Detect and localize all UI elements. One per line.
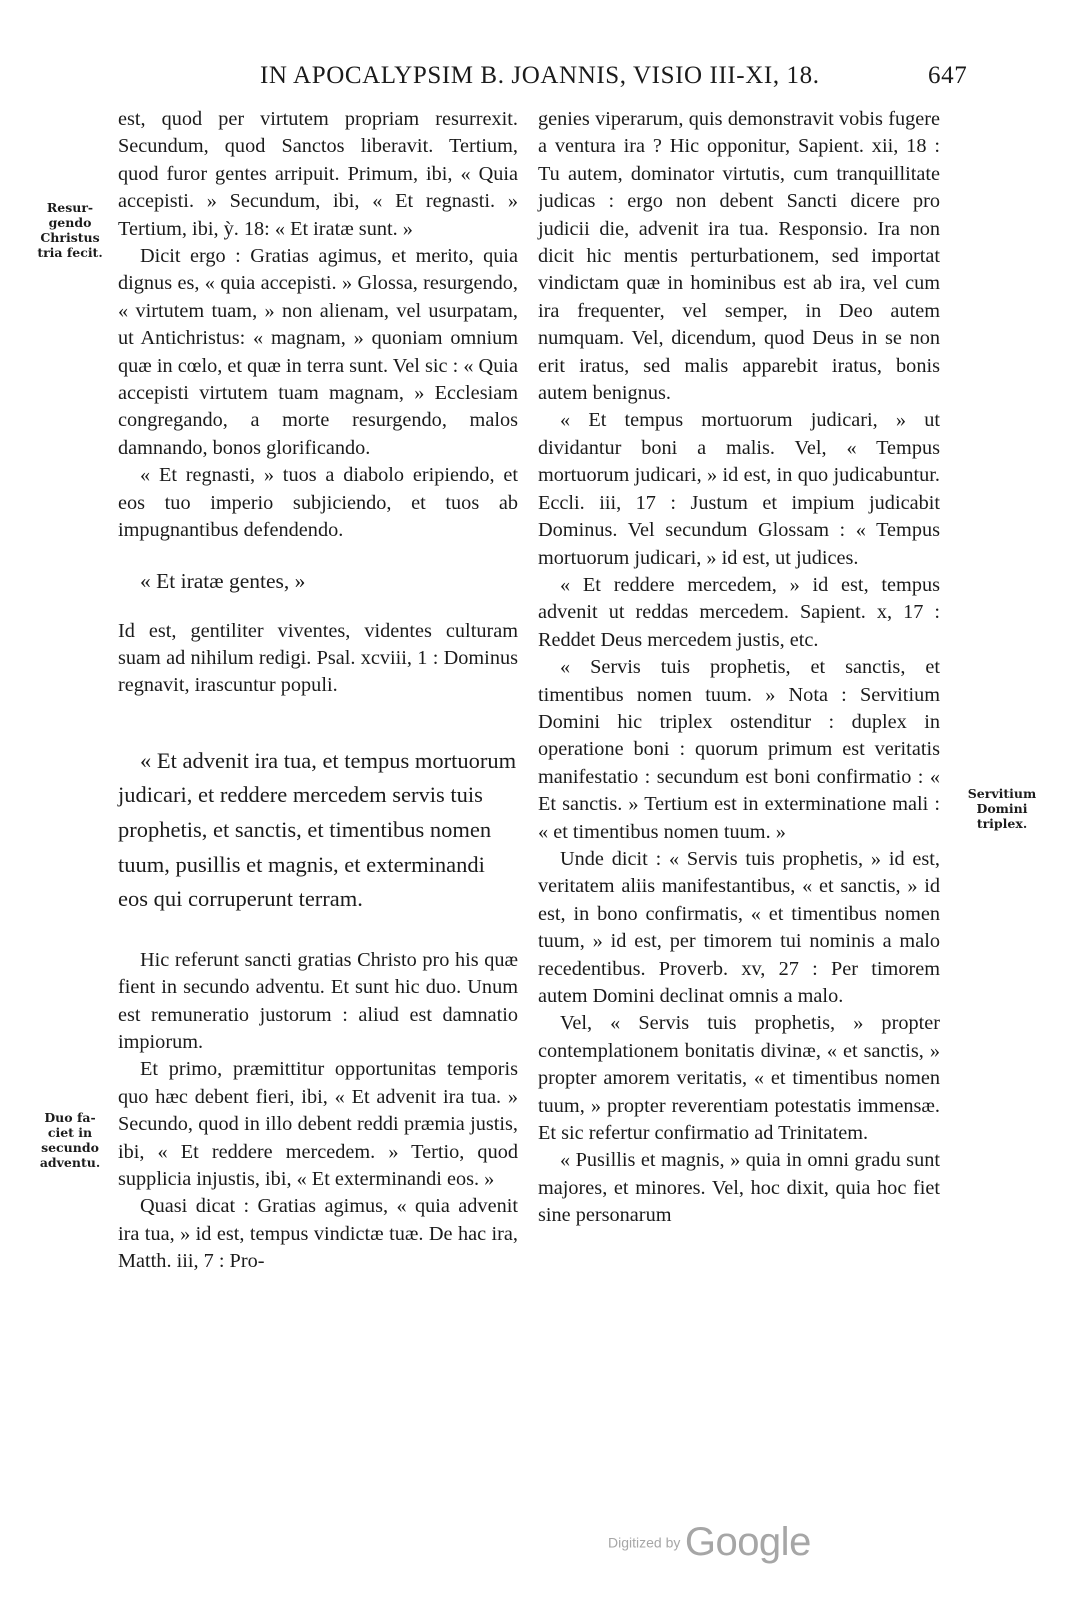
left-paragraph-4: Id est, gentiliter viventes, videntes culturam suam ad nihilum redigi. Psal. xcviii, 1 : Dominus regnavit, irascuntur populi. — [118, 619, 518, 697]
lemma-iratae-gentes: « Et iratæ gentes, » — [140, 568, 306, 593]
running-title: IN APOCALYPSIM B. JOANNIS, VISIO III-XI, 18. — [260, 62, 820, 89]
right-column — [538, 106, 940, 1230]
digitized-watermark — [608, 1520, 811, 1565]
left-paragraph-2: Dicit ergo : Gratias agimus, et merito, quia dignus es, « quia accepisti. » Glossa, resurgendo, « virtutem tuam, » non alienam, vel usurpatam, ut Antichristus: « magnam, » quoniam omnium quæ in cœlo, et quæ in terra sunt. Vel sic : « Quia accepisti virtutem tuam magnam, » Ecclesiam congregando, a morte resurgendo, malos damnando, bonos glorificando. — [118, 245, 518, 459]
margin-note-resurgendo: Resur- gendo Christus tria fecit. — [37, 200, 103, 260]
right-paragraph-1: genies viperarum, quis demonstravit vobis fugere a ventura ira ? Hic opponitur, Sapient. xii, 18 : Tu autem, dominator virtutis, cum tranquillitate judicas : ergo non debent Sancti dicere pro judicii die, advenit ira tua. Responsio. Ira non dicit hic mentis perturbationem, sed importat vindictam quæ in hominibus est ab ira, vel cum ira frequenter, vel semper, in Deo autem numquam. Vel, dicendum, quod Deus in se non erit iratus, sed malis apparebit iratus, bonis autem benignus. — [538, 108, 940, 405]
right-paragraph-4: « Servis tuis prophetis, et sanctis, et timentibus nomen tuum. » Nota : Servitium Domini hic triplex ostenditur : duplex in operatione boni : quorum primum est veritatis manifestatio : secundum est boni confirmatio : « Et sanctis. » Tertium est in exterminatione mali : « et timentibus nomen tuum. » — [538, 656, 940, 843]
page-number: 647 — [928, 62, 968, 89]
digitized-by-label: Digitized by — [608, 1534, 681, 1551]
right-paragraph-3: « Et reddere mercedem, » id est, tempus advenit ut reddas mercedem. Sapient. x, 17 : Reddet Deus mercedem justis, etc. — [538, 573, 940, 651]
left-paragraph-3: « Et regnasti, » tuos a diabolo eripiendo, et eos tuo imperio subjiciendo, et tuos ab impugnantibus defendendo. — [118, 464, 518, 542]
left-paragraph-1: est, quod per virtutem propriam resurrexit. Secundum, quod Sanctos liberavit. Tertium, quod furor gentes arripuit. Primum, ibi, « Quia accepisti. » Secundum, ibi, « Et regnasti. » Tertium, ibi, ỳ. 18: « Et iratæ sunt. » — [118, 108, 518, 240]
right-paragraph-6: Vel, « Servis tuis prophetis, » propter contemplationem bonitatis divinæ, « et sanctis, » propter amorem veritatis, « et timentibus nomen tuum, » propter reverentiam potestatis immensæ. Et sic refertur confirmatio ad Trinitatem. — [538, 1012, 940, 1145]
lemma-et-advenit: « Et advenit ira tua, et tempus mortuorum judicari, et reddere mercedem servis tuis prophetis, et sanctis, et timentibus nomen tuum, pusillis et magnis, et exterminandi eos qui corruperunt terram. — [118, 747, 517, 912]
margin-note-servitium: Servitium Domini triplex. — [967, 786, 1037, 831]
left-column — [118, 106, 518, 1276]
google-logo: Google — [684, 1520, 811, 1564]
left-paragraph-6: Et primo, præmittitur opportunitas temporis quo hæc debent fieri, ibi, « Et advenit ira tua. » Secundo, quod in illo debent reddi præmia justis, ibi, « Et reddere mercedem. » Tertio, quod supplicia injustis, ibi, « Et exterminandi eos. » — [118, 1058, 518, 1190]
margin-note-duo-faciet: Duo fa- ciet in secundo adventu. — [39, 1110, 101, 1170]
left-paragraph-5: Hic referunt sancti gratias Christo pro his quæ fient in secundo adventu. Et sunt hic duo. Unum est remuneratio justorum : aliud est damnatio impiorum. — [118, 948, 518, 1053]
right-paragraph-2: « Et tempus mortuorum judicari, » ut dividantur boni a malis. Vel, « Tempus mortuorum judicari, » id est, in quo judicabuntur. Eccli. iii, 17 : Justum et impium judicabit Dominus. Vel secundum Glossam : « Tempus mortuorum judicari, » id est, ut judices. — [538, 409, 940, 569]
right-paragraph-7: « Pusillis et magnis, » quia in omni gradu sunt majores, et minores. Vel, hoc dixit, quia hoc fiet sine personarum — [538, 1149, 940, 1227]
left-paragraph-7: Quasi dicat : Gratias agimus, « quia advenit ira tua, » id est, tempus vindictæ tuæ. De hac ira, Matth. iii, 7 : Pro- — [118, 1195, 518, 1273]
right-paragraph-5: Unde dicit : « Servis tuis prophetis, » id est, veritatem aliis manifestantibus, « et sanctis, » id est, in bono confirmatis, « et timentibus nomen tuum, » id est, per timorem tui nominis a malo recedentibus. Proverb. xv, 27 : Per timorem autem Domini declinat omnis a malo. — [538, 847, 940, 1007]
